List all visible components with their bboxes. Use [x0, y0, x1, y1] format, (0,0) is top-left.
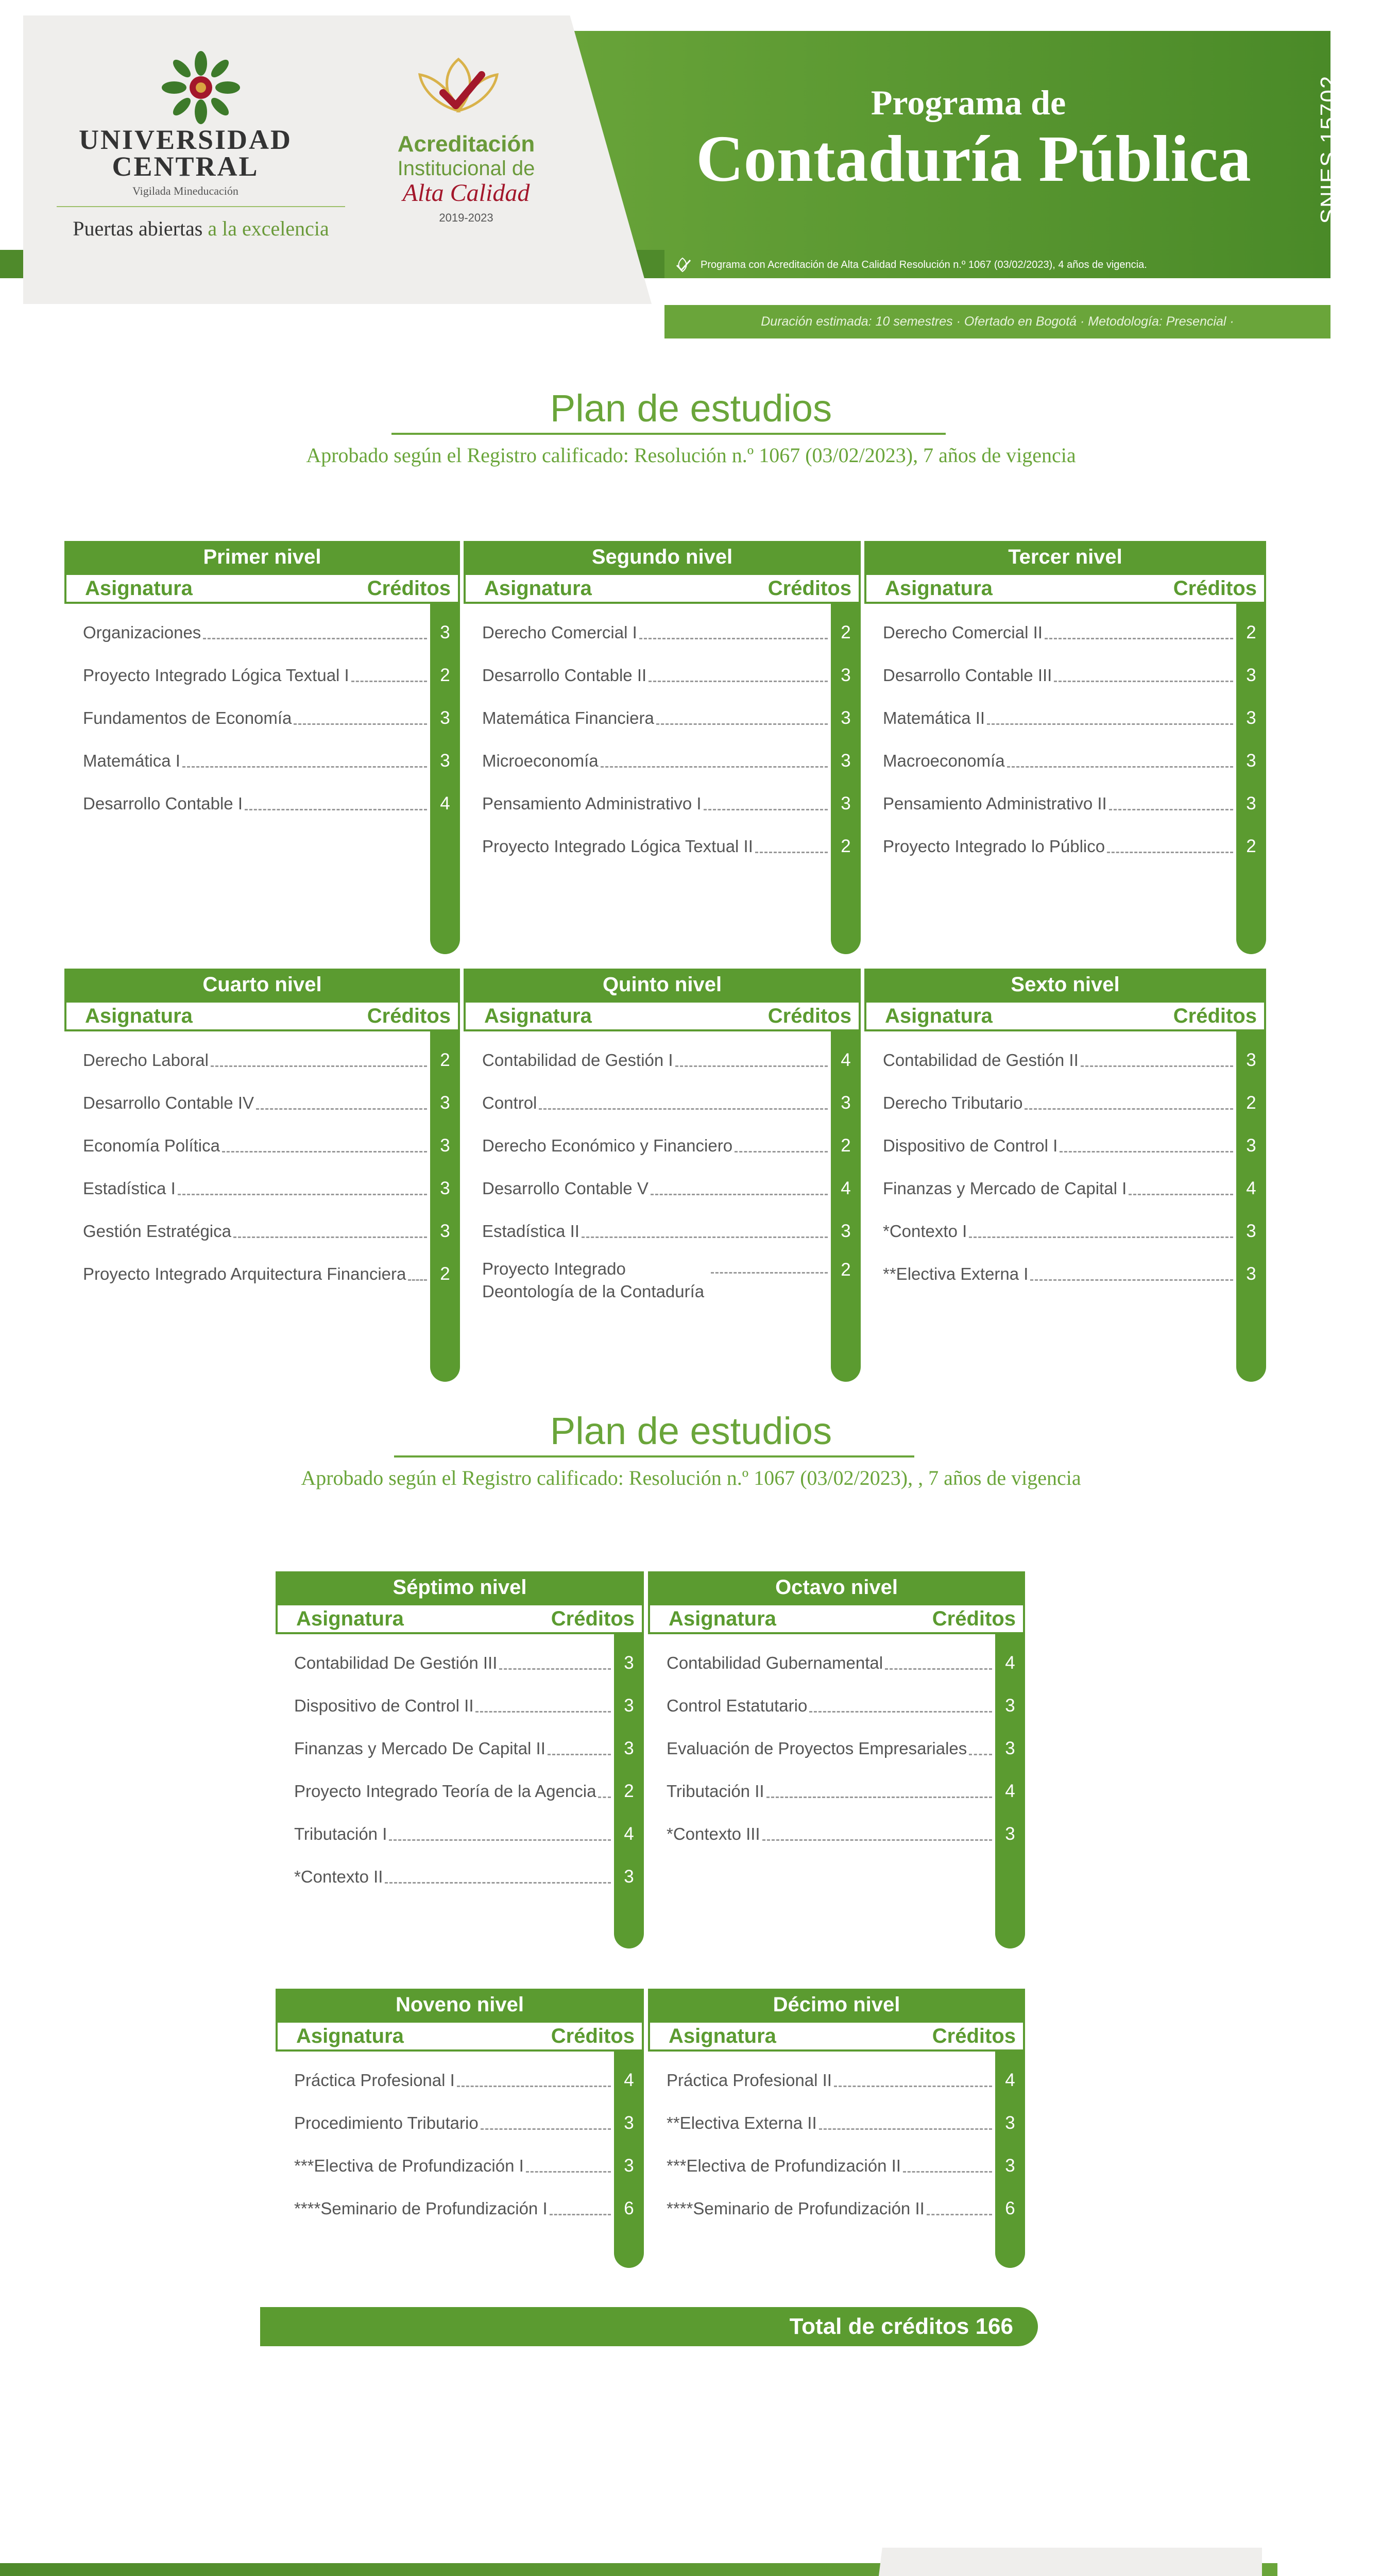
course-name: Matemática I — [83, 751, 180, 770]
course-row — [64, 1124, 460, 1167]
course-row — [64, 1039, 460, 1081]
course-name: Estadística II — [482, 1221, 579, 1241]
dotted-leader — [1030, 1279, 1233, 1281]
dotted-leader — [481, 2128, 611, 2130]
course-name: Proyecto Integrado Lógica Textual II — [482, 836, 753, 856]
course-credits: 2 — [1246, 1092, 1256, 1113]
level-column-header — [864, 573, 1266, 604]
course-name: Desarrollo Contable IV — [83, 1093, 254, 1112]
course-credits: 4 — [440, 793, 450, 814]
course-credits: 4 — [1005, 1781, 1015, 1801]
course-row — [64, 1210, 460, 1252]
course-name: Desarrollo Contable II — [482, 665, 647, 685]
dotted-leader — [539, 1108, 828, 1110]
course-name: Desarrollo Contable I — [83, 793, 243, 813]
column-subject: Asignatura — [85, 577, 193, 600]
course-credits: 3 — [1246, 707, 1256, 728]
level-column-header — [464, 1001, 861, 1031]
university-name — [41, 126, 330, 180]
dotted-leader — [178, 1194, 427, 1195]
accreditation-mini-icon — [670, 256, 695, 274]
course-name: Dispositivo de Control I — [883, 1136, 1058, 1155]
dotted-leader — [408, 1279, 427, 1281]
course-credits: 4 — [841, 1049, 851, 1070]
course-credits: 3 — [841, 1221, 851, 1241]
level-table — [276, 1571, 644, 1898]
course-row — [64, 1081, 460, 1124]
course-credits: 3 — [1246, 1049, 1256, 1070]
course-row — [648, 1770, 1025, 1812]
course-name: Contabilidad de Gestión II — [883, 1050, 1079, 1070]
course-name: Desarrollo Contable V — [482, 1178, 649, 1198]
total-credits: Total de créditos 166 — [260, 2307, 1038, 2346]
dotted-leader — [766, 1797, 992, 1798]
course-credits: 3 — [440, 1092, 450, 1113]
course-credits: 2 — [440, 1049, 450, 1070]
course-name: Gestión Estratégica — [83, 1221, 231, 1241]
course-credits: 3 — [1005, 1823, 1015, 1844]
course-row — [276, 2187, 644, 2230]
level-column-header — [464, 573, 861, 604]
course-credits: 3 — [841, 665, 851, 685]
course-row — [464, 697, 861, 739]
snies-text: SNIES 15702 — [1316, 75, 1341, 224]
course-name: Economía Política — [83, 1136, 220, 1155]
course-row — [864, 697, 1266, 739]
course-row — [64, 782, 460, 825]
course-name: Contabilidad De Gestión III — [294, 1653, 498, 1672]
course-row — [648, 1812, 1025, 1855]
course-name: Organizaciones — [83, 622, 201, 642]
course-row — [464, 1039, 861, 1081]
column-subject: Asignatura — [885, 577, 993, 600]
course-credits: 2 — [841, 622, 851, 642]
course-name: Control — [482, 1093, 537, 1112]
dotted-leader — [598, 1797, 611, 1798]
column-credits: Créditos — [932, 2024, 1016, 2047]
dotted-leader — [233, 1236, 427, 1238]
course-row — [864, 1252, 1266, 1295]
course-credits: 3 — [440, 1178, 450, 1198]
course-name: Pensamiento Administrativo I — [482, 793, 702, 813]
column-credits: Créditos — [551, 1607, 635, 1630]
course-name: Derecho Comercial I — [482, 622, 637, 642]
dotted-leader — [389, 1839, 611, 1841]
course-credits: 3 — [1005, 1738, 1015, 1758]
course-row — [464, 1124, 861, 1167]
accreditation-title: Acreditación — [397, 131, 535, 157]
course-row — [648, 2059, 1025, 2102]
course-credits: 3 — [841, 707, 851, 728]
dotted-leader — [1045, 638, 1233, 639]
dotted-leader — [582, 1236, 828, 1238]
course-name: Proyecto Integrado Teoría de la Agencia — [294, 1781, 596, 1801]
course-credits: 2 — [624, 1781, 634, 1801]
dotted-leader — [294, 723, 427, 725]
course-credits: 2 — [440, 1263, 450, 1284]
course-row — [648, 2187, 1025, 2230]
course-row — [276, 2144, 644, 2187]
course-credits: 3 — [1246, 1135, 1256, 1156]
section2-subtitle: Aprobado según el Registro calificado: Resolución n.º 1067 (03/02/2023), , 7 años de vigencia — [301, 1466, 1081, 1489]
dotted-leader — [475, 1711, 611, 1713]
dotted-leader — [211, 1065, 427, 1067]
level-table — [464, 969, 861, 1309]
course-credits: 2 — [841, 1260, 851, 1280]
level-title: Segundo nivel — [464, 541, 861, 573]
accreditation-years: 2019-2023 — [439, 211, 493, 224]
course-name: Fundamentos de Economía — [83, 708, 292, 727]
course-row — [64, 611, 460, 654]
level-column-header — [64, 1001, 460, 1031]
course-row — [864, 1039, 1266, 1081]
dotted-leader — [1129, 1194, 1233, 1195]
course-name: ****Seminario de Profundización I — [294, 2198, 548, 2218]
dotted-leader — [256, 1108, 427, 1110]
course-row — [864, 825, 1266, 868]
course-name: *Contexto III — [667, 1824, 760, 1843]
course-row — [464, 1210, 861, 1252]
column-credits: Créditos — [932, 1607, 1016, 1630]
course-row — [864, 1167, 1266, 1210]
level-column-header — [648, 2021, 1025, 2052]
duration-bar: Duración estimada: 10 semestres · Ofertado en Bogotá · Metodología: Presencial · — [664, 305, 1330, 338]
course-row — [64, 654, 460, 697]
course-credits: 3 — [440, 707, 450, 728]
course-name: ****Seminario de Profundización II — [667, 2198, 925, 2218]
dotted-leader — [639, 638, 828, 639]
dotted-leader — [656, 723, 828, 725]
dotted-leader — [499, 1668, 611, 1670]
course-row — [276, 2059, 644, 2102]
course-row — [864, 654, 1266, 697]
course-credits: 3 — [624, 1652, 634, 1673]
course-row — [648, 2102, 1025, 2144]
course-row — [64, 1252, 460, 1295]
accreditation-leaf-icon — [407, 54, 510, 131]
course-credits: 4 — [624, 2070, 634, 2090]
course-row — [64, 1167, 460, 1210]
dotted-leader — [903, 2171, 992, 2173]
course-name: ***Electiva de Profundización I — [294, 2156, 524, 2175]
course-credits: 3 — [1005, 2155, 1015, 2176]
column-credits: Créditos — [767, 1004, 851, 1027]
course-name: Proyecto Integrado Arquitectura Financiera — [83, 1264, 406, 1283]
course-name: Tributación II — [667, 1781, 764, 1801]
course-credits: 4 — [1005, 2070, 1015, 2090]
course-name: *Contexto II — [294, 1867, 383, 1886]
level-table — [276, 1989, 644, 2230]
course-credits: 2 — [1246, 622, 1256, 642]
column-subject: Asignatura — [885, 1004, 993, 1027]
course-name: Práctica Profesional I — [294, 2070, 455, 2090]
course-credits: 2 — [440, 665, 450, 685]
course-row — [864, 1124, 1266, 1167]
course-credits: 2 — [1246, 836, 1256, 856]
column-credits: Créditos — [1173, 1004, 1257, 1027]
dotted-leader — [548, 1754, 611, 1755]
course-row — [276, 1684, 644, 1727]
course-row — [464, 1167, 861, 1210]
level-table — [648, 1989, 1025, 2230]
dotted-leader — [927, 2214, 992, 2215]
course-name: Proyecto Integrado Lógica Textual I — [83, 665, 349, 685]
course-row — [864, 611, 1266, 654]
course-name: **Electiva Externa I — [883, 1264, 1029, 1283]
column-subject: Asignatura — [85, 1004, 193, 1027]
column-credits: Créditos — [767, 577, 851, 600]
course-name: Contabilidad de Gestión I — [482, 1050, 673, 1070]
level-title: Noveno nivel — [276, 1989, 644, 2021]
dotted-leader — [550, 2214, 611, 2215]
column-credits: Créditos — [367, 1004, 451, 1027]
dotted-leader — [649, 681, 828, 682]
course-credits: 4 — [1005, 1652, 1015, 1673]
dotted-leader — [1054, 681, 1233, 682]
dotted-leader — [809, 1711, 992, 1713]
accreditation-highlight: Alta Calidad — [402, 179, 530, 207]
accreditation-strip-text: Programa con Acreditación de Alta Calidad Resolución n.º 1067 (03/02/2023), 4 años de vigencia. — [701, 259, 1147, 270]
course-name: Tributación I — [294, 1824, 387, 1843]
level-title: Primer nivel — [64, 541, 460, 573]
section1-underline — [391, 433, 946, 435]
course-credits: 3 — [1246, 1221, 1256, 1241]
course-row — [464, 825, 861, 868]
course-row — [464, 654, 861, 697]
course-credits: 3 — [1005, 1695, 1015, 1716]
course-credits: 2 — [841, 836, 851, 856]
course-name: Derecho Comercial II — [883, 622, 1043, 642]
level-table — [648, 1571, 1025, 1855]
accreditation-subtitle: Institucional de — [397, 157, 535, 180]
course-credits: 2 — [841, 1135, 851, 1156]
dotted-leader — [675, 1065, 828, 1067]
course-name: Procedimiento Tributario — [294, 2113, 479, 2132]
dotted-leader — [735, 1151, 828, 1153]
course-row — [864, 782, 1266, 825]
dotted-leader — [526, 2171, 611, 2173]
footer-url-panel — [871, 2548, 1262, 2576]
dotted-leader — [1060, 1151, 1233, 1153]
level-column-header — [864, 1001, 1266, 1031]
university-slogan — [41, 216, 361, 241]
course-row — [864, 739, 1266, 782]
dotted-leader — [651, 1194, 828, 1195]
column-credits: Créditos — [551, 2024, 635, 2047]
course-name: Microeconomía — [482, 751, 599, 770]
course-row — [276, 1855, 644, 1898]
course-row — [464, 1081, 861, 1124]
course-row — [464, 782, 861, 825]
course-name: Matemática Financiera — [482, 708, 654, 727]
course-credits: 4 — [1246, 1178, 1256, 1198]
course-credits: 3 — [1005, 2112, 1015, 2133]
course-row — [276, 1812, 644, 1855]
column-credits: Créditos — [367, 577, 451, 600]
course-row — [864, 1210, 1266, 1252]
column-credits: Créditos — [1173, 577, 1257, 600]
dotted-leader — [457, 2086, 611, 2087]
level-table — [464, 541, 861, 868]
program-name: Contaduría Pública — [696, 122, 1251, 195]
dotted-leader — [601, 766, 828, 768]
level-table — [864, 541, 1266, 868]
dotted-leader — [885, 1668, 992, 1670]
level-title: Sexto nivel — [864, 969, 1266, 1001]
dotted-leader — [755, 852, 828, 853]
dotted-leader — [762, 1839, 992, 1841]
column-subject: Asignatura — [296, 2024, 404, 2047]
slogan-part-a: Puertas abiertas — [73, 217, 203, 240]
column-subject: Asignatura — [669, 1607, 776, 1630]
dotted-leader — [182, 766, 427, 768]
dotted-leader — [1007, 766, 1233, 768]
level-title: Séptimo nivel — [276, 1571, 644, 1603]
course-name: Dispositivo de Control II — [294, 1696, 474, 1715]
course-row — [648, 1684, 1025, 1727]
level-column-header — [648, 1603, 1025, 1634]
level-column-header — [64, 573, 460, 604]
accreditation-strip — [670, 252, 1329, 277]
course-row — [864, 1081, 1266, 1124]
dotted-leader — [834, 2086, 992, 2087]
course-credits: 3 — [440, 1221, 450, 1241]
course-credits: 3 — [624, 2112, 634, 2133]
course-credits: 3 — [1246, 1263, 1256, 1284]
level-table — [864, 969, 1266, 1295]
course-row — [276, 1641, 644, 1684]
course-row — [464, 739, 861, 782]
course-credits: 3 — [440, 750, 450, 771]
university-vigilada: Vigilada Mineducación — [132, 184, 238, 197]
course-name: Estadística I — [83, 1178, 176, 1198]
dotted-leader — [351, 681, 427, 682]
level-table — [64, 541, 460, 825]
slogan-divider — [57, 206, 345, 207]
level-title: Tercer nivel — [864, 541, 1266, 573]
course-credits: 3 — [440, 1135, 450, 1156]
level-title: Octavo nivel — [648, 1571, 1025, 1603]
course-name: Pensamiento Administrativo II — [883, 793, 1107, 813]
course-row — [276, 1727, 644, 1770]
section2-underline — [394, 1455, 914, 1458]
program-prefix: Programa de — [871, 83, 1066, 122]
university-emblem-icon — [160, 49, 242, 126]
university-name-line2: CENTRAL — [112, 151, 259, 182]
course-name: Macroeconomía — [883, 751, 1005, 770]
dotted-leader — [1081, 1065, 1233, 1067]
column-subject: Asignatura — [296, 1607, 404, 1630]
course-credits: 3 — [624, 2155, 634, 2176]
course-row — [64, 697, 460, 739]
course-row — [464, 1252, 861, 1309]
level-table — [64, 969, 460, 1295]
course-name: Derecho Económico y Financiero — [482, 1136, 733, 1155]
course-credits: 3 — [841, 793, 851, 814]
level-title: Quinto nivel — [464, 969, 861, 1001]
slogan-part-b: a la excelencia — [208, 217, 329, 240]
level-title: Cuarto nivel — [64, 969, 460, 1001]
course-credits: 3 — [841, 1092, 851, 1113]
dotted-leader — [704, 809, 828, 810]
course-row — [648, 1641, 1025, 1684]
dotted-leader — [969, 1754, 992, 1755]
course-name: **Electiva Externa II — [667, 2113, 817, 2132]
dotted-leader — [819, 2128, 992, 2130]
course-credits: 6 — [1005, 2198, 1015, 2218]
dotted-leader — [203, 638, 427, 639]
course-row — [648, 1727, 1025, 1770]
snies-code — [1313, 67, 1344, 232]
course-name: Proyecto Integrado lo Público — [883, 836, 1105, 856]
level-title: Décimo nivel — [648, 1989, 1025, 2021]
dotted-leader — [987, 723, 1233, 725]
course-name: Contabilidad Gubernamental — [667, 1653, 883, 1672]
course-name: ***Electiva de Profundización II — [667, 2156, 901, 2175]
section2-title: Plan de estudios — [550, 1410, 832, 1452]
dotted-leader — [969, 1236, 1233, 1238]
course-credits: 6 — [624, 2198, 634, 2218]
section1-title: Plan de estudios — [550, 387, 832, 430]
dotted-leader — [385, 1882, 611, 1884]
course-name: Evaluación de Proyectos Empresariales — [667, 1738, 967, 1758]
course-name: Derecho Tributario — [883, 1093, 1023, 1112]
course-credits: 3 — [1246, 793, 1256, 814]
course-row — [64, 739, 460, 782]
column-subject: Asignatura — [484, 1004, 592, 1027]
university-name-line1: UNIVERSIDAD — [78, 124, 293, 155]
course-credits: 4 — [841, 1178, 851, 1198]
course-row — [276, 2102, 644, 2144]
course-name: Control Estatutario — [667, 1696, 808, 1715]
course-name: Finanzas y Mercado De Capital II — [294, 1738, 545, 1758]
dotted-leader — [1109, 809, 1233, 810]
course-name: Derecho Laboral — [83, 1050, 209, 1070]
dotted-leader — [1107, 852, 1233, 853]
dotted-leader — [1025, 1108, 1233, 1110]
course-credits: 3 — [624, 1866, 634, 1887]
column-subject: Asignatura — [669, 2024, 776, 2047]
course-credits: 3 — [440, 622, 450, 642]
course-credits: 3 — [1246, 665, 1256, 685]
course-credits: 4 — [624, 1823, 634, 1844]
section1-subtitle: Aprobado según el Registro calificado: Resolución n.º 1067 (03/02/2023), 7 años de vigencia — [306, 444, 1076, 467]
course-name: Finanzas y Mercado de Capital I — [883, 1178, 1127, 1198]
course-credits: 3 — [624, 1695, 634, 1716]
column-subject: Asignatura — [484, 577, 592, 600]
dotted-leader — [711, 1272, 828, 1274]
level-column-header — [276, 1603, 644, 1634]
course-name: Desarrollo Contable III — [883, 665, 1052, 685]
dotted-leader — [245, 809, 427, 810]
course-credits: 3 — [1246, 750, 1256, 771]
dotted-leader — [222, 1151, 427, 1153]
level-column-header — [276, 2021, 644, 2052]
course-name: *Contexto I — [883, 1221, 967, 1241]
course-credits: 3 — [841, 750, 851, 771]
course-name: Proyecto Integrado Deontología de la Contaduría — [482, 1259, 705, 1301]
course-name: Práctica Profesional II — [667, 2070, 832, 2090]
course-name: Matemática II — [883, 708, 985, 727]
course-row — [648, 2144, 1025, 2187]
course-credits: 3 — [624, 1738, 634, 1758]
course-row — [276, 1770, 644, 1812]
course-row — [464, 611, 861, 654]
